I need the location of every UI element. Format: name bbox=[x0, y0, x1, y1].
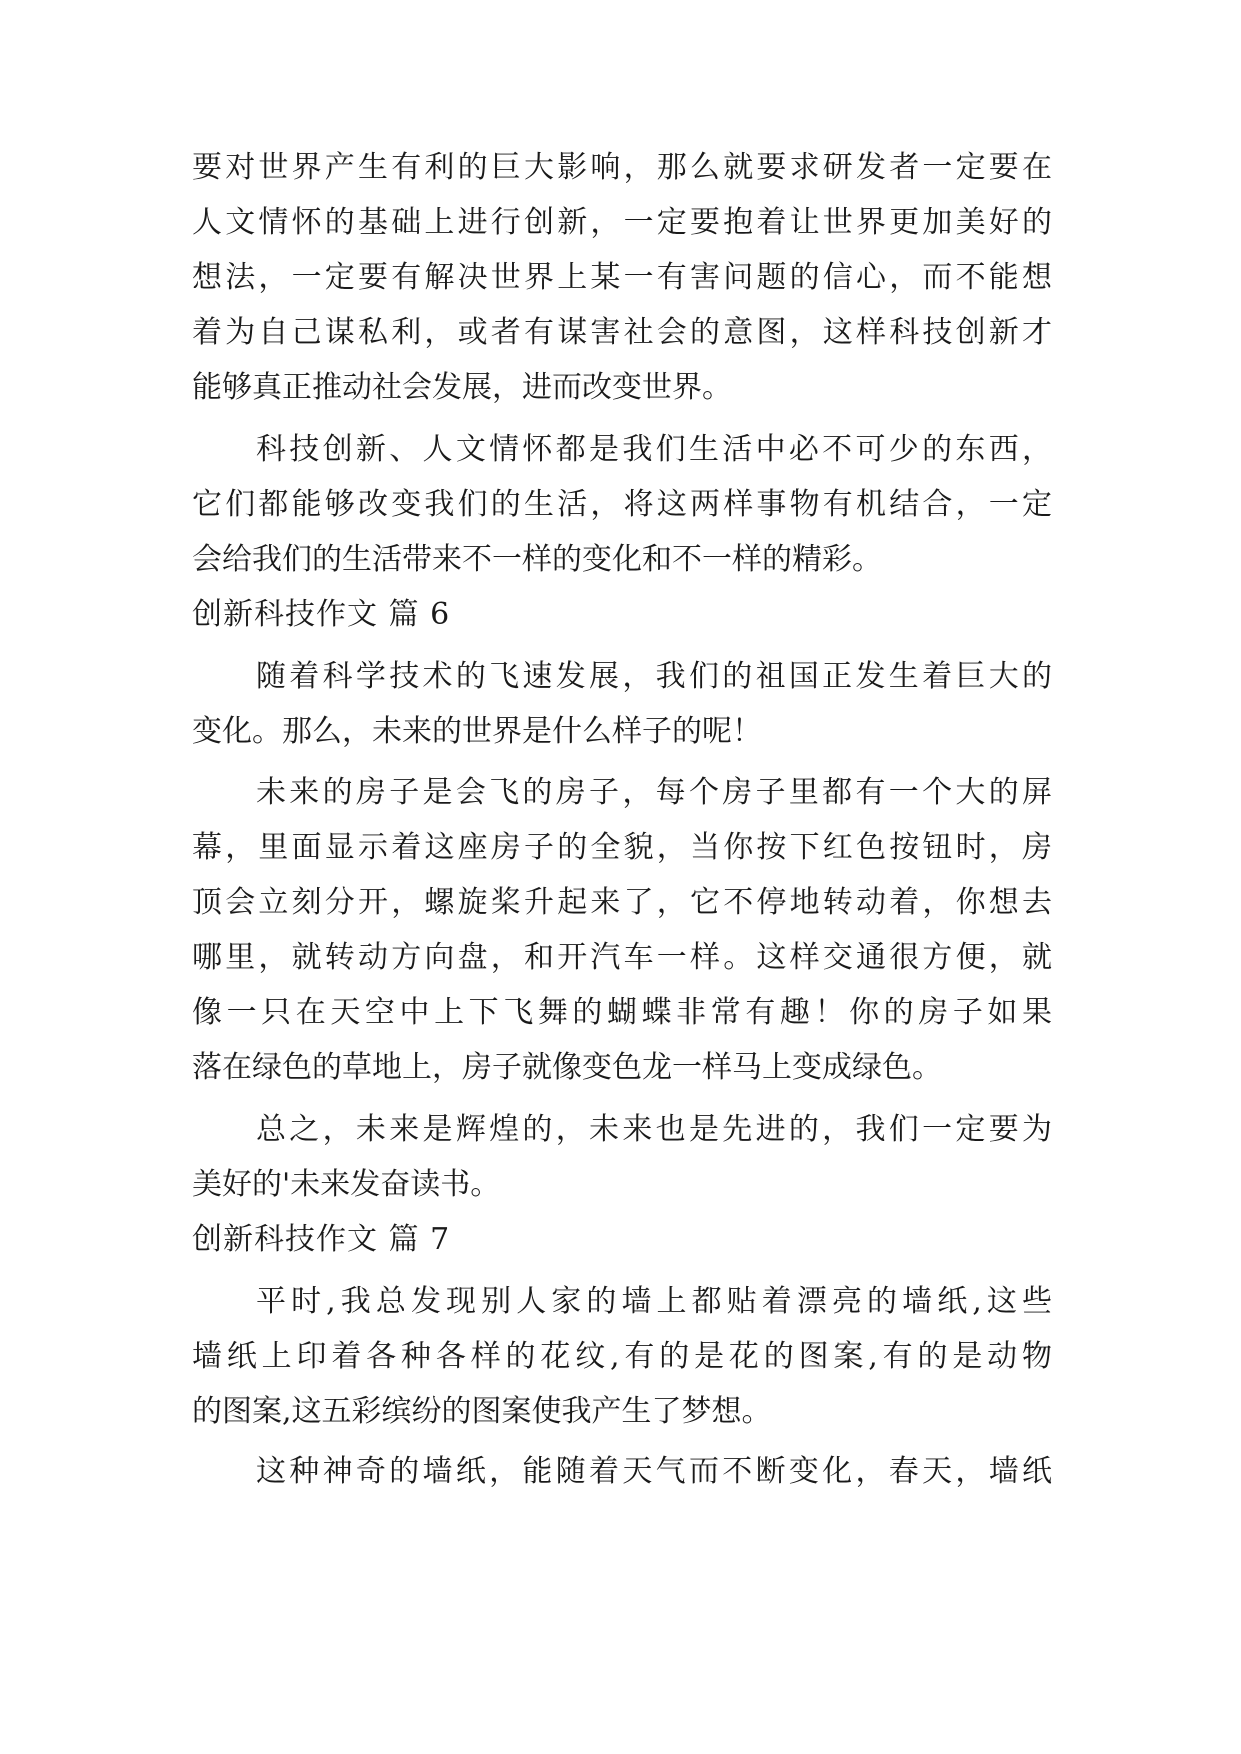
text-line: 想法，一定要有解决世界上某一有害问题的信心，而不能想 bbox=[192, 260, 1052, 295]
text-line: 人文情怀的基础上进行创新，一定要抱着让世界更加美好的 bbox=[192, 205, 1052, 240]
text-line: 的图案,这五彩缤纷的图案使我产生了梦想。 bbox=[192, 1394, 772, 1429]
text-line: 随着科学技术的飞速发展，我们的祖国正发生着巨大的 bbox=[256, 659, 1052, 694]
text-line: 它们都能够改变我们的生活，将这两样事物有机结合，一定 bbox=[192, 487, 1052, 522]
text-line: 平时,我总发现别人家的墙上都贴着漂亮的墙纸,这些 bbox=[256, 1284, 1052, 1319]
text-line: 科技创新、人文情怀都是我们生活中必不可少的东西， bbox=[256, 432, 1052, 467]
text-line: 总之，未来是辉煌的，未来也是先进的，我们一定要为 bbox=[256, 1112, 1052, 1147]
text-line: 变化。那么，未来的世界是什么样子的呢！ bbox=[192, 714, 762, 749]
text-line: 未来的房子是会飞的房子，每个房子里都有一个大的屏 bbox=[256, 775, 1052, 810]
text-line: 像一只在天空中上下飞舞的蝴蝶非常有趣！你的房子如果 bbox=[192, 995, 1052, 1030]
text-line: 哪里，就转动方向盘，和开汽车一样。这样交通很方便，就 bbox=[192, 940, 1052, 975]
text-line: 墙纸上印着各种各样的花纹,有的是花的图案,有的是动物 bbox=[192, 1339, 1052, 1374]
text-line: 幕，里面显示着这座房子的全貌，当你按下红色按钮时，房 bbox=[192, 830, 1052, 865]
text-line: 能够真正推动社会发展，进而改变世界。 bbox=[192, 370, 732, 405]
text-line: 落在绿色的草地上，房子就像变色龙一样马上变成绿色。 bbox=[192, 1050, 942, 1085]
text-line: 要对世界产生有利的巨大影响，那么就要求研发者一定要在 bbox=[192, 150, 1052, 185]
section-heading: 创新科技作文 篇 6 bbox=[192, 597, 451, 632]
section-heading: 创新科技作文 篇 7 bbox=[192, 1222, 451, 1257]
text-line: 着为自己谋私利，或者有谋害社会的意图，这样科技创新才 bbox=[192, 315, 1052, 350]
text-line: 顶会立刻分开，螺旋桨升起来了，它不停地转动着，你想去 bbox=[192, 885, 1052, 920]
text-line: 这种神奇的墙纸，能随着天气而不断变化，春天，墙纸 bbox=[256, 1454, 1052, 1489]
text-line: 会给我们的生活带来不一样的变化和不一样的精彩。 bbox=[192, 542, 882, 577]
text-line: 美好的'未来发奋读书。 bbox=[192, 1167, 501, 1202]
